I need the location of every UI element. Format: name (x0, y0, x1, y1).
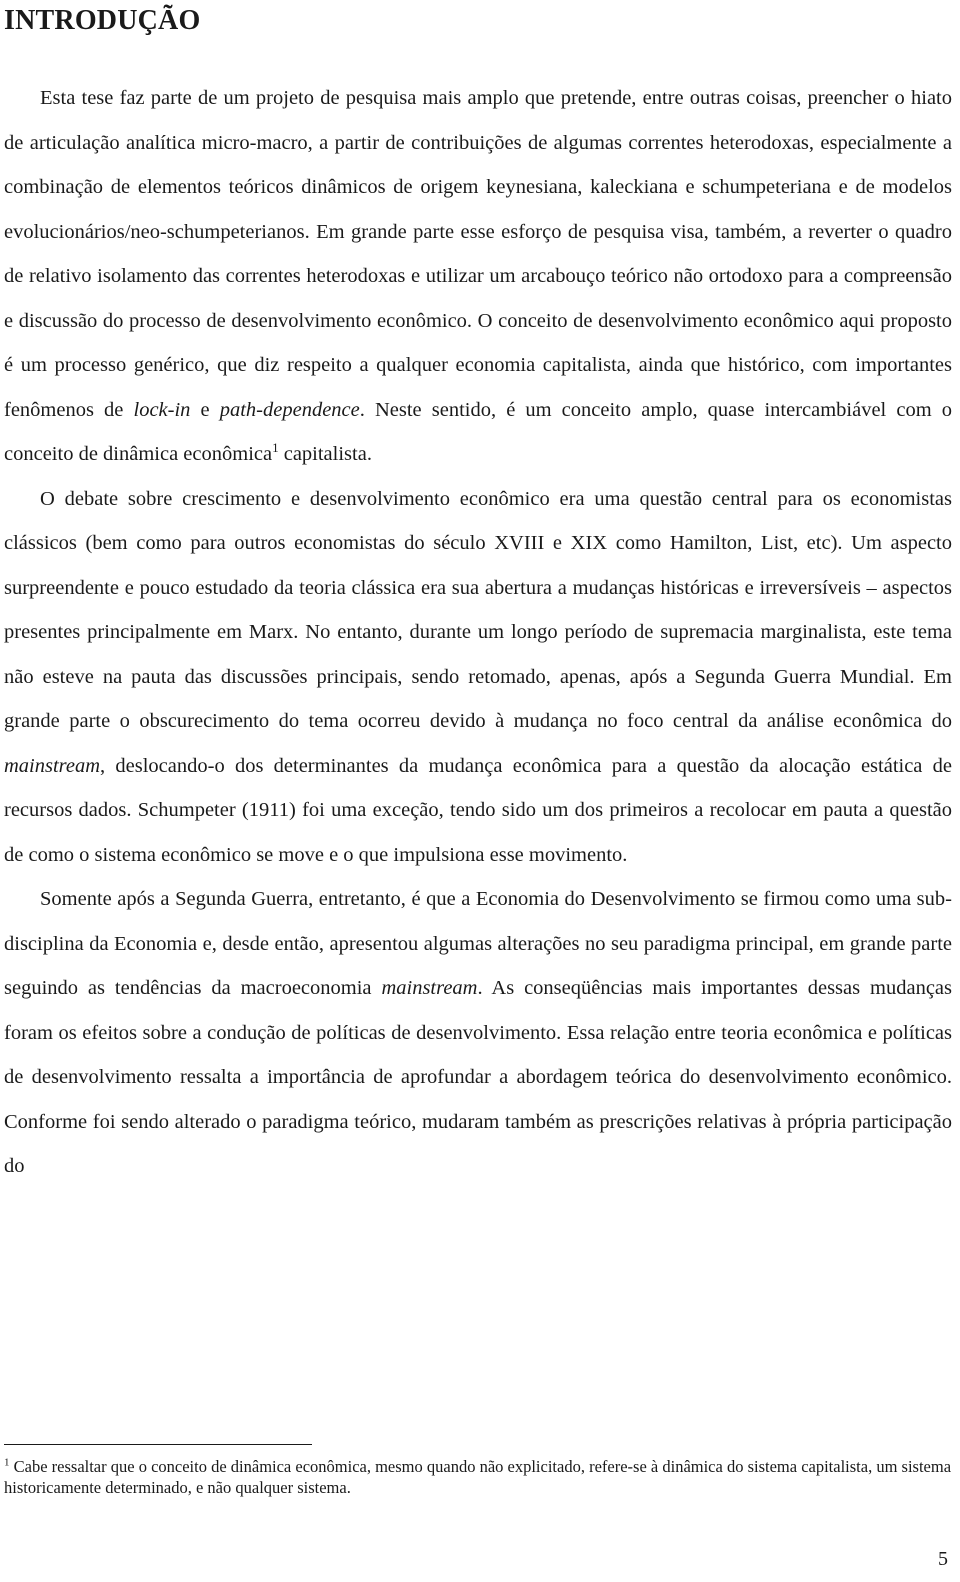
section-heading: INTRODUÇÃO (4, 5, 201, 36)
footnote-reference: 1 (272, 440, 279, 456)
text-run: . Neste sentido, é um conceito amplo, quase intercambiável com o conceito de dinâmica econômica (4, 398, 952, 465)
footnote-text: Cabe ressaltar que o conceito de dinâmica econômica, mesmo quando não explicitado, refere-se à dinâmica do sistema capitalista, um sistema historicamente determinado, e não qualquer sistema. (4, 1457, 952, 1497)
italic-term: path-dependence (219, 398, 360, 421)
footnote-divider (4, 1444, 312, 1445)
footnote (4, 1456, 952, 1498)
paragraph-3 (4, 877, 952, 1189)
document-page (4, 0, 952, 1189)
page-number: 5 (938, 1548, 948, 1570)
text-run: Esta tese faz parte de um projeto de pesquisa mais amplo que pretende, entre outras coisas, preencher o hiato de articulação analítica micro-macro, a partir de contribuições de algumas correntes heterodoxas, especialmente a combinação de elementos teóricos dinâmicos de origem keynesiana, kaleckiana e schumpeteriana e de modelos evolucionários/neo-schumpeterianos. Em grande parte esse esforço de pesquisa visa, também, a reverter o quadro de relativo isolamento das correntes heterodoxas e utilizar um arcabouço teórico não ortodoxo para a compreensão e discussão do processo de desenvolvimento econômico. O conceito de desenvolvimento econômico aqui proposto é um processo genérico, que diz respeito a qualquer economia capitalista, ainda que histórico, com importantes fenômenos de (4, 87, 952, 421)
italic-term: mainstream (381, 977, 478, 999)
text-run: Somente após a Segunda Guerra, entretanto, é que a Economia do Desenvolvimento se firmou como uma sub-disciplina da Economia e, desde então, apresentou algumas alterações no seu paradigma principal, em grande parte seguindo as tendências da macroeconomia (4, 888, 952, 999)
paragraph-1 (4, 76, 952, 477)
italic-term: mainstream (4, 754, 101, 777)
body-text (4, 76, 952, 1189)
text-run: capitalista. (278, 443, 372, 465)
italic-term: lock-in (133, 398, 191, 421)
text-run: e (190, 398, 220, 421)
text-run: , deslocando-o dos determinantes da mudança econômica para a questão da alocação estática de recursos dados. Schumpeter (1911) foi uma exceção, tendo sido um dos primeiros a recolocar em pauta a questão de como o sistema econômico se move e o que impulsiona esse movimento. (4, 754, 952, 866)
footnote-mark: 1 (4, 1456, 10, 1469)
paragraph-2 (4, 477, 952, 878)
text-run: O debate sobre crescimento e desenvolvimento econômico era uma questão central para os economistas clássicos (bem como para outros economistas do século XVIII e XIX como Hamilton, List, etc). Um aspecto surpreendente e pouco estudado da teoria clássica era sua abertura a mudanças históricas e irreversíveis – aspectos presentes principalmente em Marx. No entanto, durante um longo período de supremacia marginalista, este tema não esteve na pauta das discussões principais, sendo retomado, apenas, após a Segunda Guerra Mundial. Em grande parte o obscurecimento do tema ocorreu devido à mudança no foco central da análise econômica do (4, 487, 952, 732)
text-run: . As conseqüências mais importantes dessas mudanças foram os efeitos sobre a condução de políticas de desenvolvimento. Essa relação entre teoria econômica e políticas de desenvolvimento ressalta a importância de aprofundar a abordagem teórica do desenvolvimento econômico. Conforme foi sendo alterado o paradigma teórico, mudaram também as prescrições relativas à própria participação do (4, 977, 952, 1177)
